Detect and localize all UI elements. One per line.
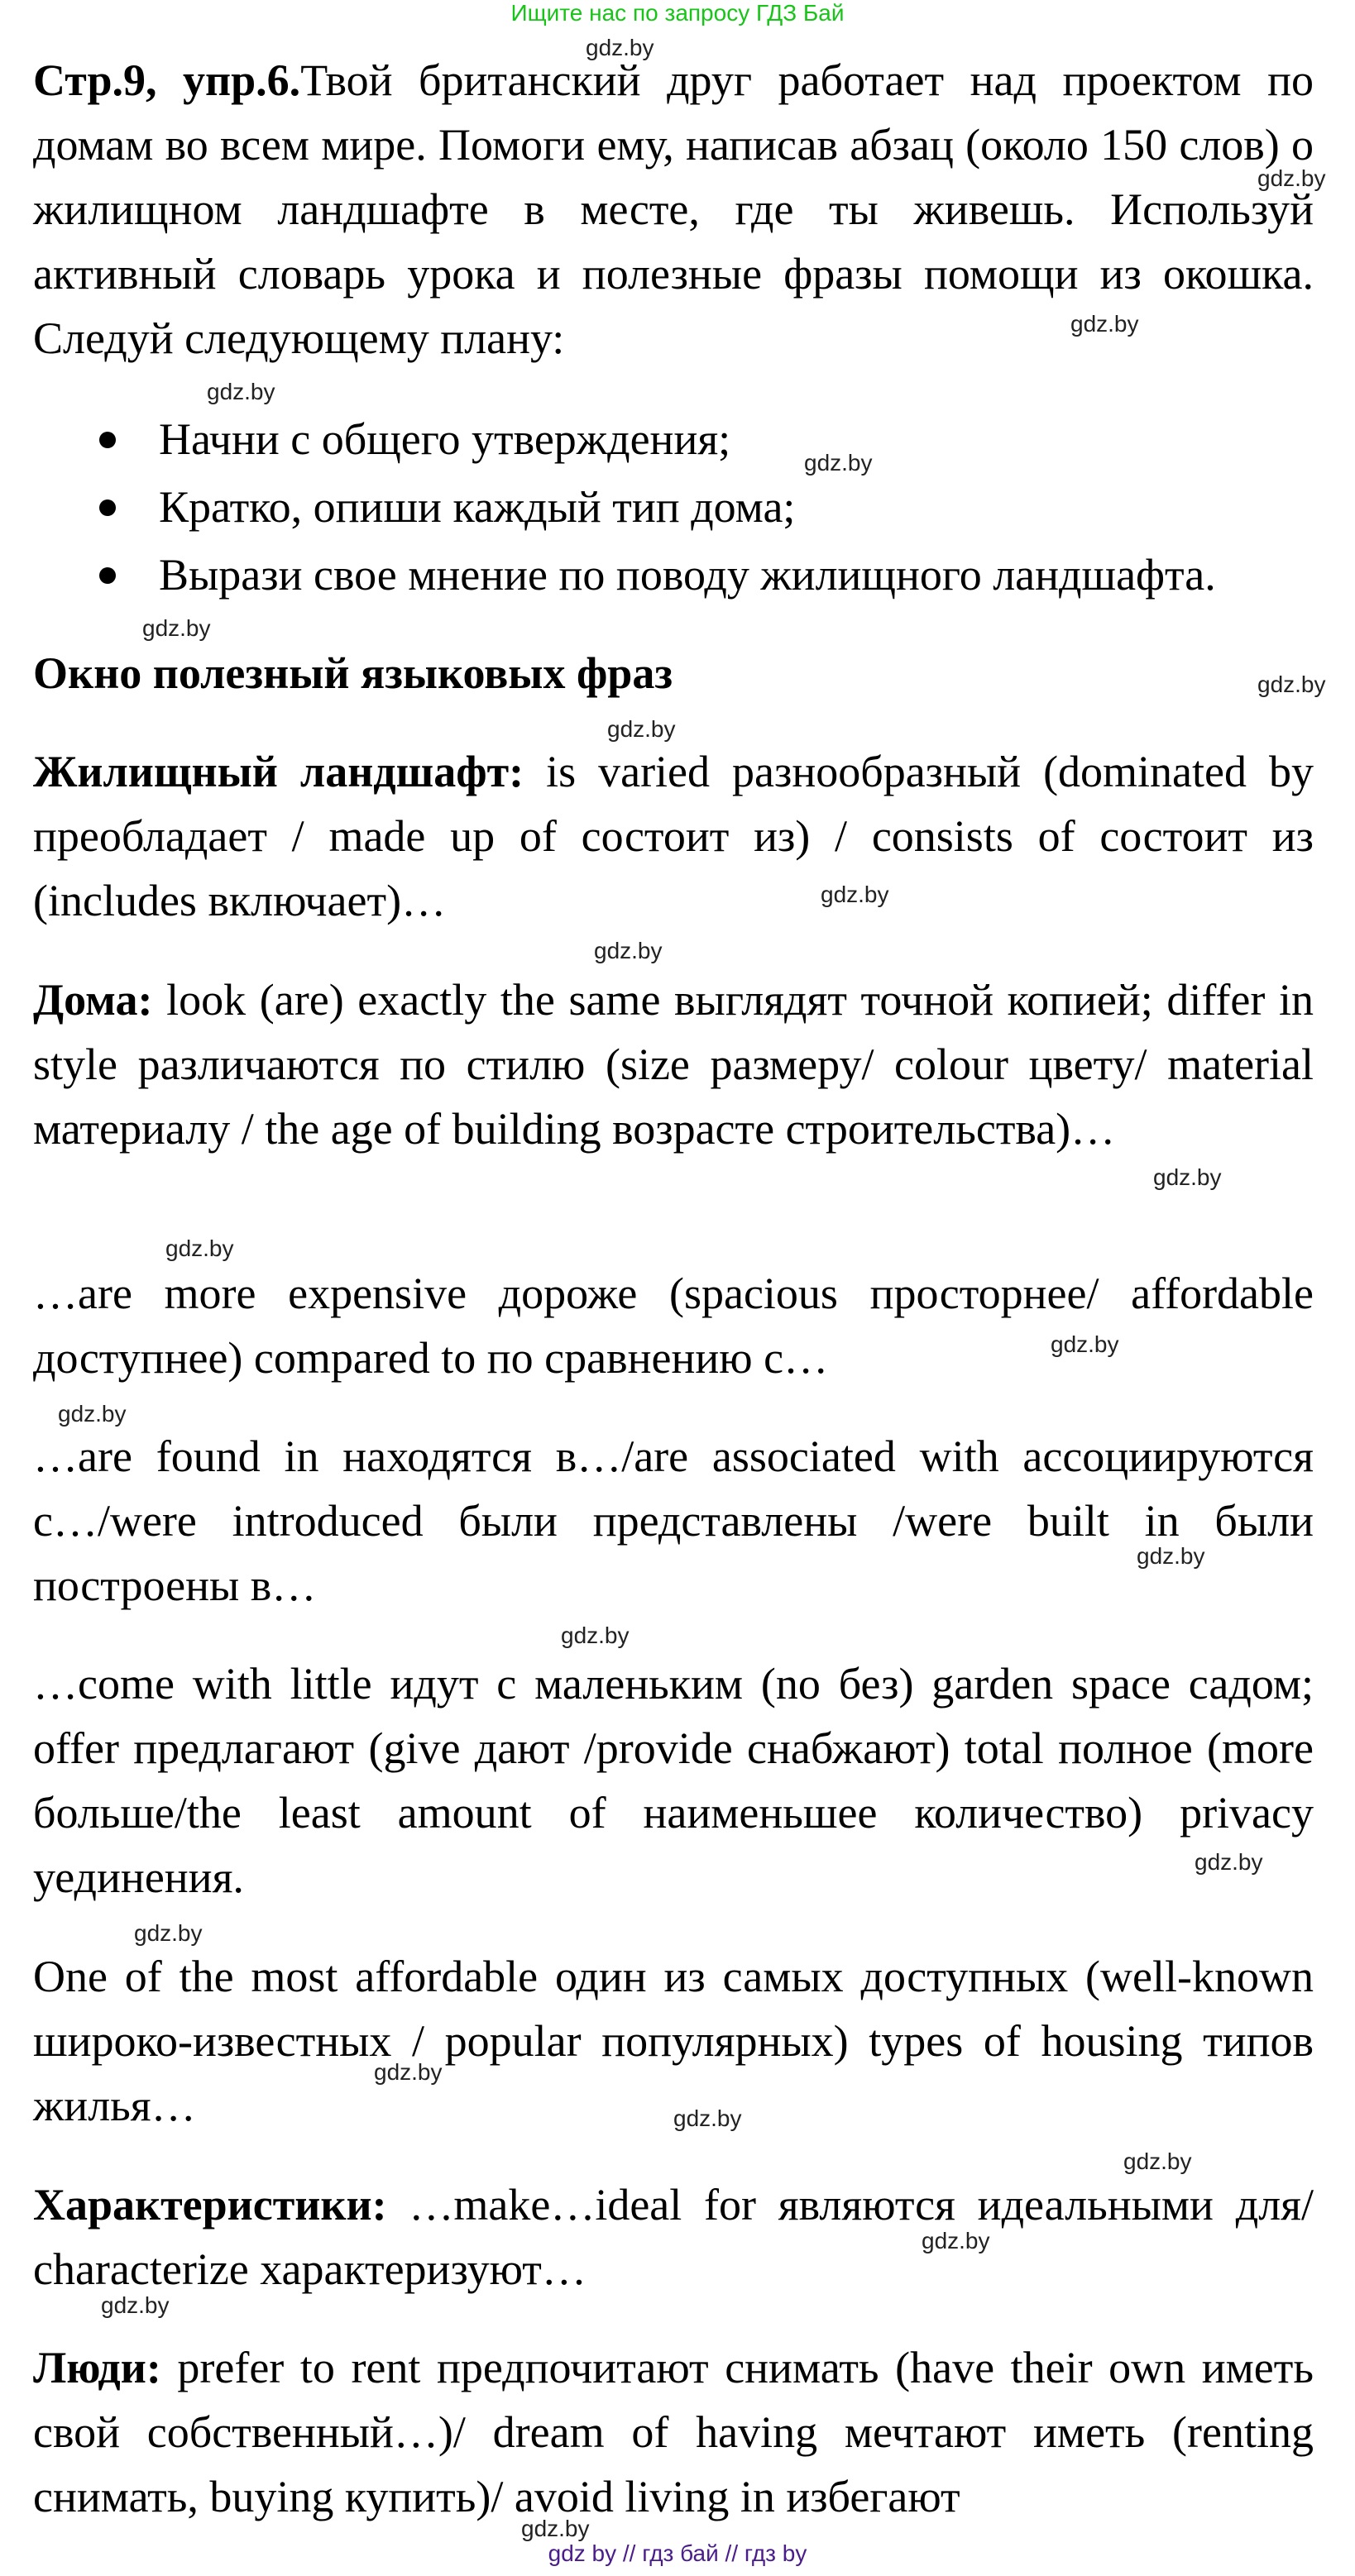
footer-links[interactable]: gdz by // гдз бай // гдз by: [548, 2540, 807, 2566]
watermark: gdz.by: [804, 450, 873, 476]
top-banner[interactable]: Ищите нас по запросу ГДЗ Бай: [510, 0, 845, 26]
bullet-icon: [99, 432, 116, 448]
watermark: gdz.by: [561, 1623, 630, 1648]
watermark: gdz.by: [821, 882, 889, 907]
section-houses: Дома: look (are) exactly the same выглядят точной копией; differ in style различаются по стилю (size размеру/ colour цвету/ material материалу / the age of building возрасте строительства)…: [33, 975, 1314, 1154]
watermark: gdz.by: [673, 2105, 742, 2131]
watermark: gdz.by: [586, 35, 654, 60]
section-characteristics: Характеристики: …make…ideal for являются идеальными для/ characterize характеризуют…: [33, 2180, 1314, 2294]
watermark: gdz.by: [1070, 311, 1139, 337]
section-label: Люди:: [33, 2343, 161, 2392]
watermark: gdz.by: [165, 1235, 234, 1261]
watermark: gdz.by: [207, 379, 275, 404]
section-label: Дома:: [33, 975, 153, 1025]
watermark: gdz.by: [1257, 671, 1326, 697]
task-text: Твой британский друг работает над проектом по домам во всем мире. Помоги ему, написав абзац (около 150 слов) о жилищном ландшафте в месте, где ты живешь. Используй активный словарь урока и полезные фразы помощи из окошка. Следуй следующему плану:: [33, 55, 1314, 363]
watermark: gdz.by: [1137, 1543, 1205, 1569]
box-heading: Окно полезный языковых фраз: [33, 648, 673, 698]
watermark: gdz.by: [142, 615, 211, 641]
watermark: gdz.by: [521, 2516, 590, 2541]
section-landscape: Жилищный ландшафт: is varied разнообразный (dominated by преобладает / made up of состоит из) / consists of состоит из (includes включает)…: [33, 747, 1314, 925]
watermark: gdz.by: [1051, 1331, 1119, 1357]
watermark: gdz.by: [1257, 165, 1326, 191]
section-expensive: …are more expensive дороже (spacious просторнее/ affordable доступнее) compared to по сравнению с…: [33, 1269, 1314, 1383]
watermark: gdz.by: [101, 2292, 170, 2318]
section-found: …are found in находятся в…/are associated with ассоциируются с…/were introduced были представлены /were built in были построены в…: [33, 1431, 1314, 1610]
section-label: Жилищный ландшафт:: [33, 747, 524, 796]
watermark: gdz.by: [922, 2228, 990, 2253]
task-title: Стр.9, упр.6.: [33, 55, 301, 105]
watermark: gdz.by: [1153, 1164, 1222, 1190]
section-label: Характеристики:: [33, 2180, 387, 2230]
section-people: Люди: prefer to rent предпочитают снимать (have their own иметь свой собственный…)/ dream of having мечтают иметь (renting снимать, buying купить)/ avoid living in избегают: [33, 2343, 1314, 2521]
section-affordable: One of the most affordable один из самых доступных (well-known широко-известных / popular популярных) types of housing типов жилья…: [33, 1952, 1314, 2130]
watermark: gdz.by: [374, 2059, 443, 2085]
watermark: gdz.by: [594, 938, 663, 963]
watermark: gdz.by: [607, 716, 676, 742]
bullet-icon: [99, 567, 116, 584]
watermark: gdz.by: [58, 1401, 127, 1427]
watermark: gdz.by: [1195, 1849, 1263, 1875]
watermark: gdz.by: [134, 1920, 203, 1946]
bullet-icon: [99, 499, 116, 516]
section-garden: …come with little идут с маленьким (no без) garden space садом; offer предлагают (give дают /provide снабжают) total полное (more больше/the least amount of наименьшее количество) privacy уединения.: [33, 1659, 1314, 1902]
watermark: gdz.by: [1123, 2148, 1192, 2174]
